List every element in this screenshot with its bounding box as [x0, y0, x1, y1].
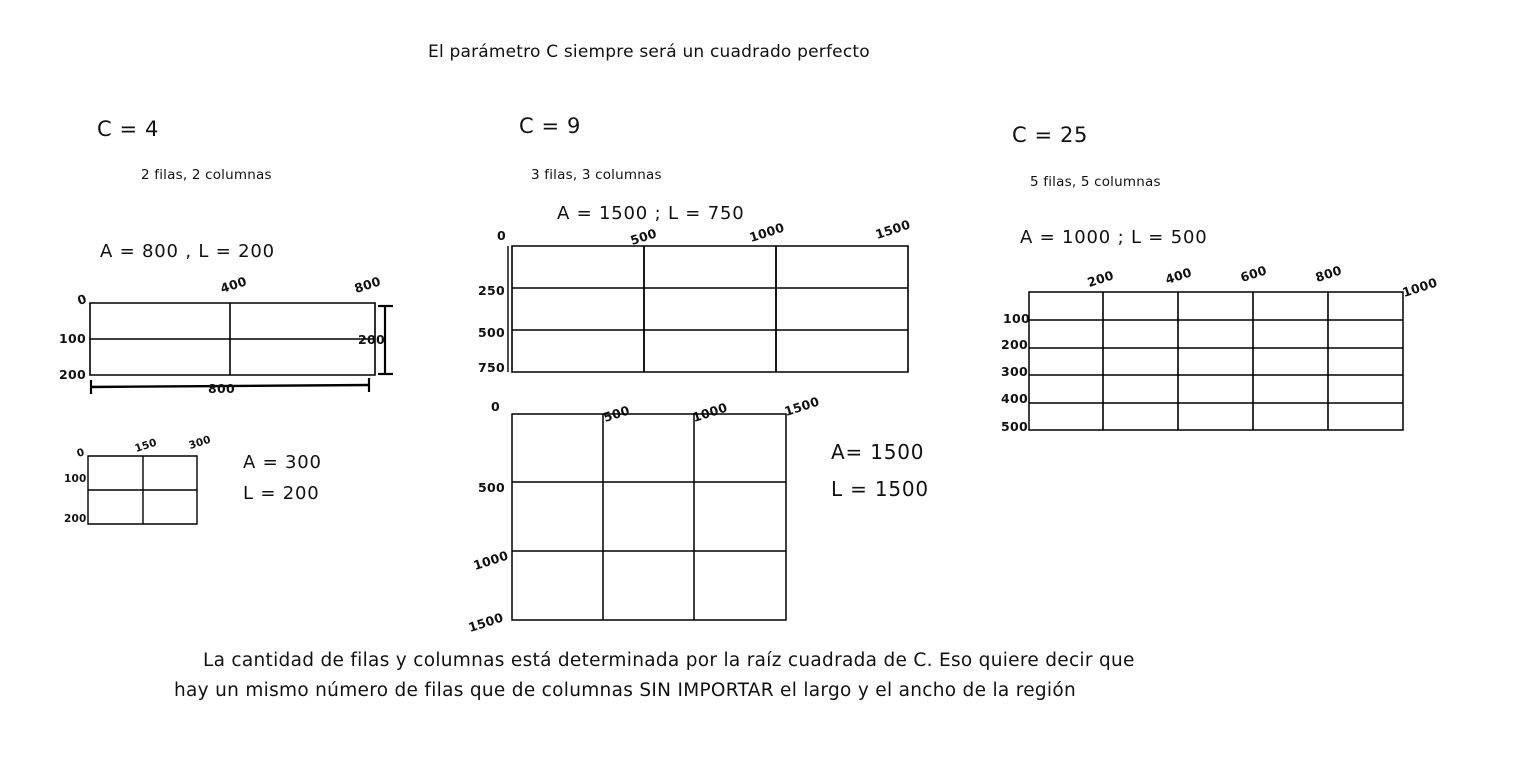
tick-left-c4-g2-0: 100	[64, 473, 87, 485]
footer-line-2: hay un mismo número de filas que de columnas SIN IMPORTAR el largo y el ancho de la región	[174, 680, 1077, 701]
annotation-l-c9-grid2: L = 1500	[831, 477, 929, 501]
annotation-c9-grid1: A = 1500 ; L = 750	[557, 203, 745, 224]
case-title-c9: C = 9	[519, 114, 581, 138]
tick-top-c9-g2-1: 500	[601, 402, 632, 425]
tick-left-c25-0: 100	[1003, 311, 1030, 326]
tick-left-c4-g1-1: 200	[59, 367, 86, 382]
tick-top-c9-g1-0: 0	[497, 228, 506, 243]
tick-top-c25-4: 1000	[1400, 274, 1440, 300]
tick-top-c4-g2-1: 150	[133, 436, 159, 455]
tick-top-c25-2: 600	[1238, 262, 1269, 285]
tick-top-c4-g1-0: 0	[75, 290, 89, 308]
tick-left-c4-g1-0: 100	[59, 331, 86, 346]
tick-top-c9-g2-2: 1000	[690, 399, 730, 425]
case-title-c25: C = 25	[1012, 123, 1088, 147]
case-title-c4: C = 4	[97, 117, 159, 141]
tick-left-c25-4: 500	[1001, 419, 1028, 434]
annotation-c4-grid1: A = 800 , L = 200	[100, 241, 275, 262]
tick-left-c9-g2-1: 1000	[471, 547, 511, 573]
tick-left-c9-g2-2: 1500	[466, 609, 506, 635]
tick-top-c9-g1-3: 1500	[873, 216, 913, 242]
tick-top-c4-g2-0: 0	[75, 446, 87, 460]
grid-c4-first	[60, 290, 410, 410]
case-subtitle-c4: 2 filas, 2 columnas	[141, 167, 272, 183]
tick-top-c25-3: 800	[1313, 262, 1344, 285]
grid-c4-second	[60, 450, 230, 540]
annotation-c25-grid1: A = 1000 ; L = 500	[1020, 227, 1208, 248]
page-title: El parámetro C siempre será un cuadrado perfecto	[428, 42, 870, 62]
tick-top-c25-0: 200	[1085, 267, 1116, 290]
grid-c9-second	[500, 408, 800, 628]
tick-left-c9-g2-0: 500	[478, 480, 505, 495]
annotation-a-c9-grid2: A= 1500	[831, 440, 925, 464]
tick-top-c9-g1-1: 500	[628, 225, 659, 248]
tick-top-c25-1: 400	[1163, 264, 1194, 287]
tick-top-c9-g2-3: 1500	[782, 393, 822, 419]
tick-left-c9-g1-0: 250	[478, 283, 505, 298]
tick-left-c4-g2-1: 200	[64, 513, 87, 525]
tick-left-c25-3: 400	[1001, 391, 1028, 406]
grid-c25-first	[1025, 288, 1415, 438]
tick-left-c9-g1-2: 750	[478, 360, 505, 375]
case-subtitle-c25: 5 filas, 5 columnas	[1030, 174, 1161, 190]
footer-line-1: La cantidad de filas y columnas está determinada por la raíz cuadrada de C. Eso quiere decir que	[203, 650, 1135, 671]
grid-c9-first	[500, 238, 920, 388]
dimension-width-c4-g1: 800	[208, 381, 235, 396]
dimension-height-c4-g1: 200	[358, 332, 385, 347]
tick-top-c4-g1-2: 800	[352, 273, 383, 296]
tick-top-c9-g2-0: 0	[491, 399, 500, 414]
annotation-a-c4-grid2: A = 300	[243, 452, 322, 473]
annotation-l-c4-grid2: L = 200	[243, 483, 320, 504]
case-subtitle-c9: 3 filas, 3 columnas	[531, 167, 662, 183]
tick-left-c25-2: 300	[1001, 364, 1028, 379]
tick-top-c4-g2-2: 300	[187, 433, 213, 452]
tick-left-c9-g1-1: 500	[478, 325, 505, 340]
tick-top-c4-g1-1: 400	[218, 273, 249, 296]
tick-left-c25-1: 200	[1001, 337, 1028, 352]
tick-top-c9-g1-2: 1000	[747, 219, 787, 245]
